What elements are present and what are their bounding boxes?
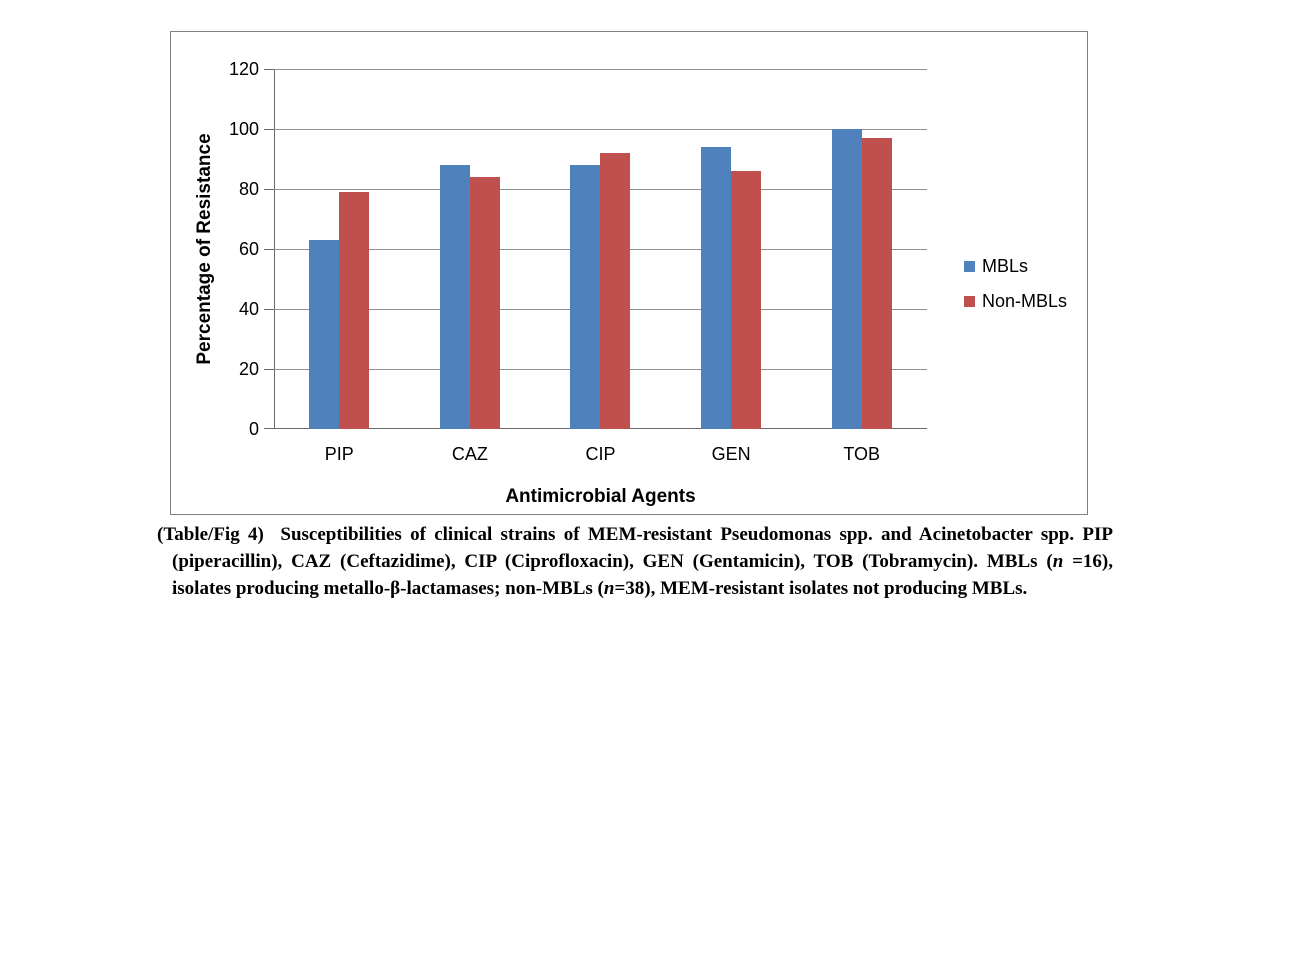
x-tick-label-CAZ: CAZ bbox=[451, 444, 488, 464]
bar-MBLs-PIP bbox=[309, 240, 339, 429]
legend bbox=[964, 256, 1067, 312]
legend-item-Non-MBLs bbox=[964, 291, 1067, 312]
y-tick-label-80: 80 bbox=[238, 179, 259, 199]
legend-label: MBLs bbox=[982, 256, 1029, 276]
caption-segment: =38), MEM-resistant isolates not producing MBLs. bbox=[614, 578, 1028, 599]
legend-swatch-icon bbox=[964, 296, 975, 307]
legend-swatch-icon bbox=[964, 261, 975, 272]
y-tick-label-0: 0 bbox=[248, 419, 259, 439]
bar-Non-MBLs-CAZ bbox=[470, 177, 500, 429]
caption-segment-italic: n bbox=[1052, 551, 1064, 572]
x-axis-title: Antimicrobial Agents bbox=[505, 486, 696, 507]
y-tick-120 bbox=[264, 69, 274, 70]
x-tick-label-TOB: TOB bbox=[843, 444, 881, 464]
bar-MBLs-TOB bbox=[832, 129, 862, 429]
x-tick-label-GEN: GEN bbox=[711, 444, 751, 464]
bar-MBLs-CAZ bbox=[440, 165, 470, 429]
y-tick-100 bbox=[264, 129, 274, 130]
legend-item-MBLs bbox=[964, 256, 1067, 277]
y-tick-0 bbox=[264, 428, 274, 429]
bar-group-GEN bbox=[666, 69, 797, 429]
y-tick-label-120: 120 bbox=[228, 59, 259, 79]
bar-Non-MBLs-CIP bbox=[600, 153, 630, 429]
y-tick-label-60: 60 bbox=[238, 239, 259, 259]
legend-label: Non-MBLs bbox=[982, 291, 1068, 311]
y-tick-60 bbox=[264, 249, 274, 250]
y-tick-label-20: 20 bbox=[238, 359, 259, 379]
chart-figure bbox=[170, 31, 1088, 515]
x-axis-labels bbox=[274, 444, 927, 465]
y-axis-title: Percentage of Resistance bbox=[194, 133, 215, 365]
figure-caption bbox=[157, 521, 1113, 602]
bar-group-TOB bbox=[796, 69, 927, 429]
y-tick-label-100: 100 bbox=[228, 119, 259, 139]
bar-Non-MBLs-PIP bbox=[339, 192, 369, 429]
plot-area bbox=[228, 59, 927, 439]
bar-group-CIP bbox=[535, 69, 666, 429]
y-tick-40 bbox=[264, 309, 274, 310]
bar-MBLs-CIP bbox=[570, 165, 600, 429]
caption-segment: =16), isolates producing metallo-β-lactamases; non-MBLs ( bbox=[172, 551, 1114, 599]
y-tick-label-40: 40 bbox=[238, 299, 259, 319]
caption-segment-italic: n bbox=[603, 578, 615, 599]
x-tick-label-PIP: PIP bbox=[324, 444, 354, 464]
caption-segment: (Table/Fig 4) Susceptibilities of clinical strains of MEM-resistant Pseudomonas spp. and Acinetobacter spp. PIP (piperacillin), CAZ (Ceftazidime), CIP (Ciprofloxacin), GEN (Gentamicin), TOB (Tobramycin). MBLs ( bbox=[157, 524, 1113, 572]
bar-Non-MBLs-TOB bbox=[862, 138, 892, 429]
x-tick-label-CIP: CIP bbox=[585, 444, 616, 464]
bar-group-PIP bbox=[274, 69, 405, 429]
bar-Non-MBLs-GEN bbox=[731, 171, 761, 429]
bar-groups bbox=[274, 69, 927, 429]
bar-MBLs-GEN bbox=[701, 147, 731, 429]
bar-group-CAZ bbox=[405, 69, 536, 429]
y-tick-80 bbox=[264, 189, 274, 190]
y-tick-20 bbox=[264, 369, 274, 370]
